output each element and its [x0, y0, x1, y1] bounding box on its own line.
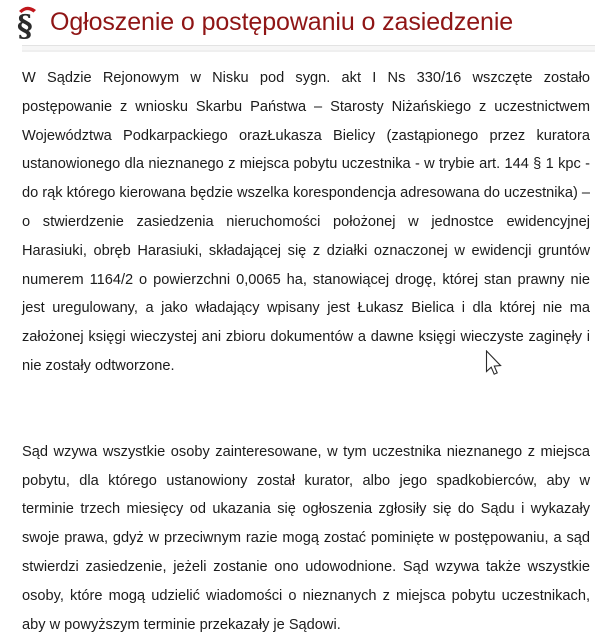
announcement-paragraph-1: W Sądzie Rejonowym w Nisku pod sygn. akt I Ns 330/16 wszczęte zostało postępowanie z wniosku Skarbu Państwa – Starosty Niżańskiego z uczestnictwem Województwa Podkarpackiego orazŁukasza Bielicy (zastąpionego przez kuratora ustanowionego dla nieznanego z miejsca pobytu uczestnika - w trybie art. 144 § 1 kpc - do rąk którego kierowana będzie wszelka korespondencja adresowana do uczestnika) – o stwierdzenie zasiedzenia nieruchomości położonej w jednostce ewidencyjnej Harasiuki, obręb Harasiuki, składającej się z działki oznaczonej w ewidencji gruntów numerem 1164/2 o powierzchni 0,0065 ha, stanowiącej drogę, której stan prawny nie jest uregulowany, a jako władający wpisany jest Łukasz Bielica i dla której nie ma założonej księgi wieczystej ani zbioru dokumentów a dawne księgi wieczyste zaginęły i nie zostały odtworzone.	[22, 70, 590, 374]
svg-text:§: §	[17, 9, 33, 41]
document-body	[0, 52, 602, 639]
section-paragraph-icon	[14, 3, 44, 41]
paragraph-spacer	[22, 381, 590, 438]
page-title: Ogłoszenie o postępowaniu o zasiedzenie	[50, 8, 514, 36]
document-header	[0, 0, 602, 40]
title-divider	[22, 45, 595, 52]
announcement-paragraph-2: Sąd wzywa wszystkie osoby zainteresowane, w tym uczestnika nieznanego z miejsca pobytu, dla którego ustanowiony został kurator, albo jego spadkobierców, aby w terminie trzech miesięcy od ukazania się ogłoszenia zgłosiły się do Sądu i wykazały swoje prawa, gdyż w przeciwnym razie mogą zostać pominięte w postępowaniu, a sąd stwierdzi zasiedzenie, jeżeli zostanie ono udowodnione. Sąd wzywa także wszystkie osoby, które mogą udzielić wiadomości o nieznanych z miejsca pobytu uczestnikach, aby w powyższym terminie przekazały je Sądowi.	[22, 443, 590, 633]
